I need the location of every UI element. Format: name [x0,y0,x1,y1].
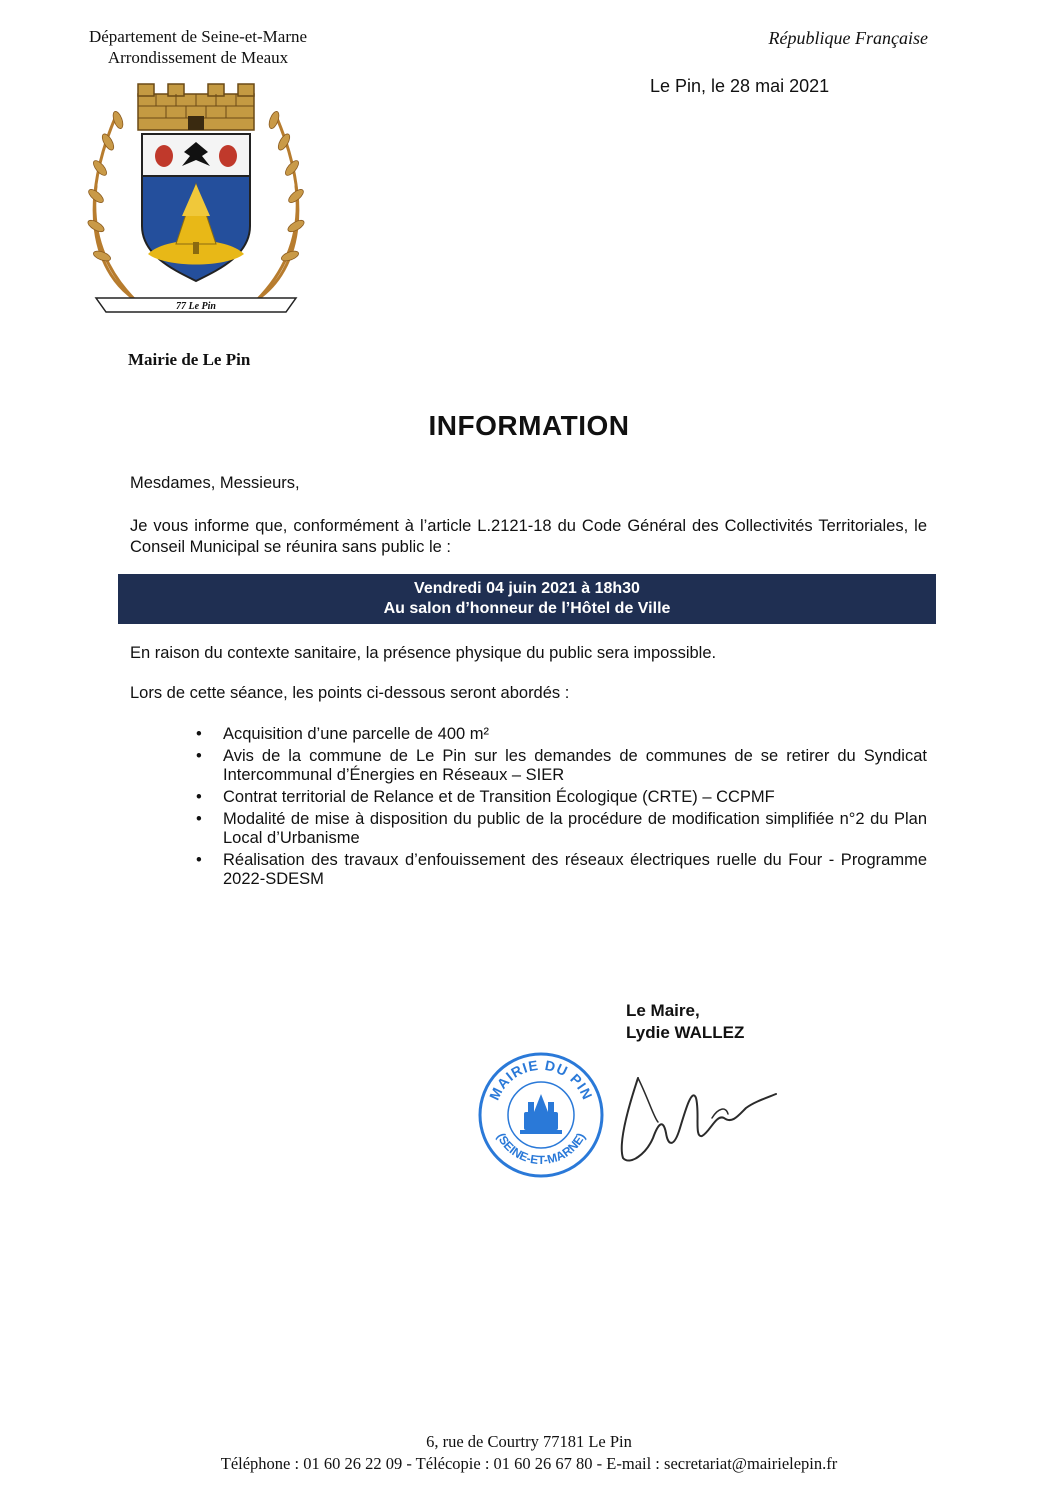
meeting-date-time: Vendredi 04 juin 2021 à 18h30 [414,580,640,597]
svg-text:MAIRIE DU PIN: MAIRIE DU PIN [485,1056,597,1103]
meeting-banner [118,574,936,624]
agenda-item: • Modalité de mise à disposition du public de la procédure de modification simplifiée n°2 du Plan Local d’Urbanisme [223,810,927,848]
ribbon [96,298,296,312]
agenda-list [223,725,927,892]
agenda-item: • Contrat territorial de Relance et de Transition Écologique (CRTE) – CCPMF [223,788,927,807]
page-title: INFORMATION [428,410,630,441]
department-label: Département de Seine-et-Marne [88,27,308,46]
mural-crown [138,84,254,130]
greeting: Mesdames, Messieurs, [130,474,300,492]
meeting-location: Au salon d’honneur de l’Hôtel de Ville [383,600,671,617]
signatory-block [626,1000,744,1044]
agenda-item: • Acquisition d’une parcelle de 400 m² [223,725,927,744]
signatory-role: Le Maire, [626,1001,700,1020]
stamp-emblem [520,1094,562,1134]
footer-address: 6, rue de Courtry 77181 Le Pin [426,1432,632,1451]
svg-text:(SEINE-ET-MARNE): (SEINE-ET-MARNE) [493,1130,589,1168]
department-block [38,26,358,68]
handwritten-signature-icon [608,1058,778,1178]
republic-label: République Française [768,28,928,48]
intro-paragraph: Je vous informe que, conformément à l’article L.2121-18 du Code Général des Collectivités Territoriales, le Conseil Municipal se réunira sans public le : [130,517,927,556]
footer [0,1431,1058,1475]
sanitary-notice: En raison du contexte sanitaire, la présence physique du public sera impossible. [130,644,717,662]
coat-of-arms-icon [76,76,316,326]
official-seal-icon [476,1050,606,1180]
crest-ribbon-text: 77 Le Pin [176,301,216,312]
mairie-name: Mairie de Le Pin [128,350,251,369]
agenda-item: • Avis de la commune de Le Pin sur les demandes de communes de se retirer du Syndicat Intercommunal d’Énergies en Réseaux – SIER [223,747,927,785]
arrondissement-label: Arrondissement de Meaux [107,48,289,67]
agenda-item: • Réalisation des travaux d’enfouissement des réseaux électriques ruelle du Four - Programme 2022-SDESM [223,851,927,889]
footer-contact: Téléphone : 01 60 26 22 09 - Télécopie : 01 60 26 67 80 - E-mail : secretariat@mairielepin.fr [220,1454,838,1473]
signatory-name: Lydie WALLEZ [626,1023,745,1042]
place-date: Le Pin, le 28 mai 2021 [650,76,830,96]
agenda-intro: Lors de cette séance, les points ci-dessous seront abordés : [130,684,570,702]
